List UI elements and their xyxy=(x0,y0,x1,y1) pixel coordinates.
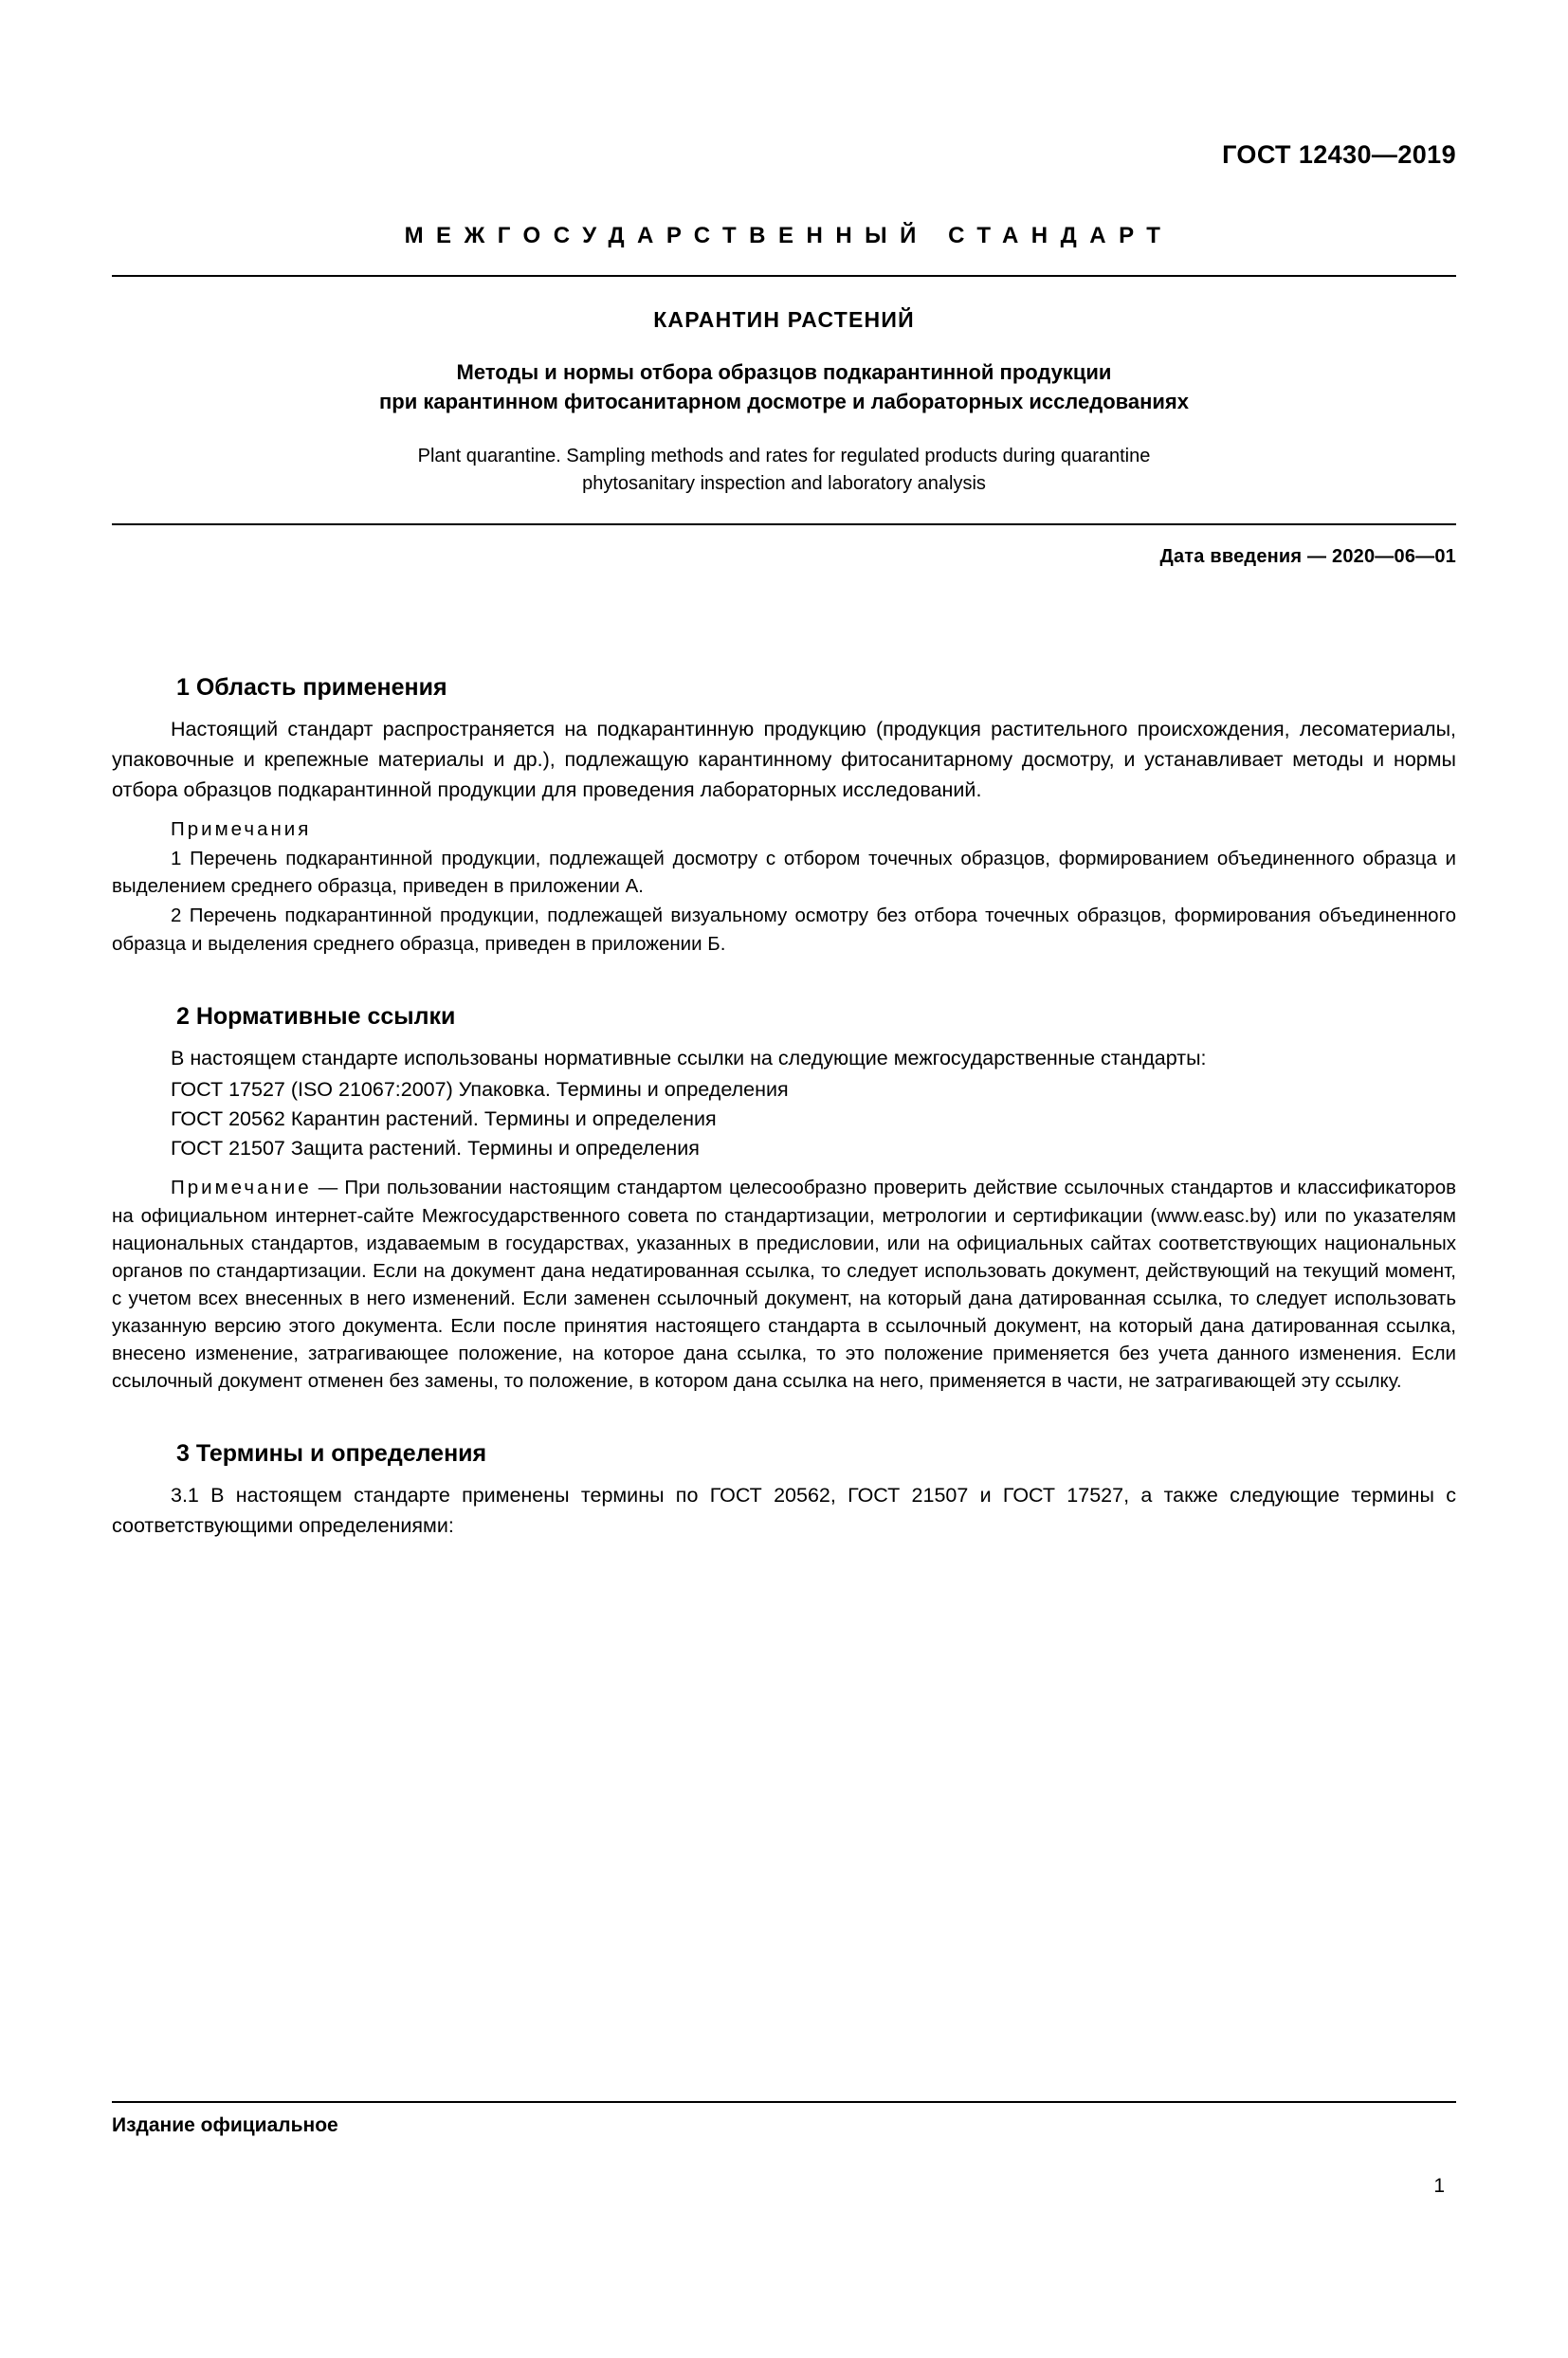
official-edition-note: Издание официальное xyxy=(112,2114,338,2136)
section-heading-3: 3 Термины и определения xyxy=(176,1440,487,1468)
divider-top xyxy=(112,275,1456,277)
section-2-paragraph-1: В настоящем стандарте использованы нормативные ссылки на следующие межгосударственные стандарты: xyxy=(171,1046,1207,1069)
divider-footer xyxy=(112,2101,1456,2103)
divider-below-title xyxy=(112,523,1456,525)
title-english-line-2: phytosanitary inspection and laboratory analysis xyxy=(582,473,986,495)
title-english-line-1: Plant quarantine. Sampling methods and rates for regulated products during quarantine xyxy=(417,446,1151,467)
section-heading-2: 2 Нормативные ссылки xyxy=(176,1002,456,1030)
standard-kind-heading: МЕЖГОСУДАРСТВЕННЫЙ СТАНДАРТ xyxy=(404,223,1174,248)
normative-reference-2: ГОСТ 20562 Карантин растений. Термины и определения xyxy=(171,1107,717,1131)
title-subtitle xyxy=(112,357,1456,416)
section-3-paragraph-1: 3.1 В настоящем стандарте применены термины по ГОСТ 20562, ГОСТ 21507 и ГОСТ 17527, а также следующие термины с соответствующими определениями: xyxy=(112,1484,1456,1537)
section-1-paragraph-1: Настоящий стандарт распространяется на подкарантинную продукцию (продукция растительного происхождения, лесоматериалы, упаковочные и крепежные материалы и др.), подлежащую карантинному фитосанитарному досмотру, и устанавливает методы и нормы отбора образцов подкарантинной продукции для проведения лабораторных исследований. xyxy=(112,718,1456,801)
normative-reference-3: ГОСТ 21507 Защита растений. Термины и определения xyxy=(171,1136,700,1160)
section-2-note-text: — При пользовании настоящим стандартом целесообразно проверить действие ссылочных стандартов и классификаторов на официальном интернет-сайте Межгосударственного совета по стандартизации, метрологии и сертификации (www.easc.by) или по указателям национальных стандартов, издаваемым в государствах, указанных в предисловии, или на официальных сайтах соответствующих национальных органов по стандартизации. Если на документ дана недатированная ссылка, то следует использовать документ, действующий на текущий момент, с учетом всех внесенных в него изменений. Если заменен ссылочный документ, на который дана датированная ссылка, то следует использовать указанную версию этого документа. Если после принятия настоящего стандарта в ссылочный документ, на который дана датированная ссылка, внесено изменение, затрагивающее положение, на которое дана ссылка, то это положение применяется без учета данного изменения. Если ссылочный документ отменен без замены, то положение, в котором дана ссылка на него, применяется в части, не затрагивающей эту ссылку. xyxy=(112,1177,1456,1393)
document-body xyxy=(112,674,1456,1541)
document-number: ГОСТ 12430—2019 xyxy=(1222,140,1456,169)
section-1-note-2: 2 Перечень подкарантинной продукции, подлежащей визуальному осмотру без отбора точечных образцов, формирования объединенного образца и выделения среднего образца, приведен в приложении Б. xyxy=(112,905,1456,955)
section-2-note xyxy=(112,1174,1456,1395)
page-number: 1 xyxy=(1433,2175,1445,2197)
title-subtitle-line-1: Методы и нормы отбора образцов подкарантинной продукции xyxy=(456,360,1112,384)
normative-reference-1: ГОСТ 17527 (ISO 21067:2007) Упаковка. Термины и определения xyxy=(171,1078,789,1102)
page-title: КАРАНТИН РАСТЕНИЙ xyxy=(653,307,915,332)
section-2-note-label: Примечание xyxy=(171,1177,312,1199)
title-english xyxy=(112,443,1456,498)
section-1-note-1: 1 Перечень подкарантинной продукции, подлежащей досмотру с отбором точечных образцов, формированием объединенного образца и выделением среднего образца, приведен в приложении А. xyxy=(112,848,1456,898)
introduction-date: Дата введения — 2020—06—01 xyxy=(1159,546,1456,568)
section-heading-1: 1 Область применения xyxy=(176,674,447,702)
title-subtitle-line-2: при карантинном фитосанитарном досмотре и лабораторных исследованиях xyxy=(378,390,1189,414)
section-1-notes-heading: Примечания xyxy=(171,818,312,841)
title-block xyxy=(112,307,1456,498)
document-page xyxy=(0,140,1568,2358)
spacer xyxy=(112,1162,1456,1174)
